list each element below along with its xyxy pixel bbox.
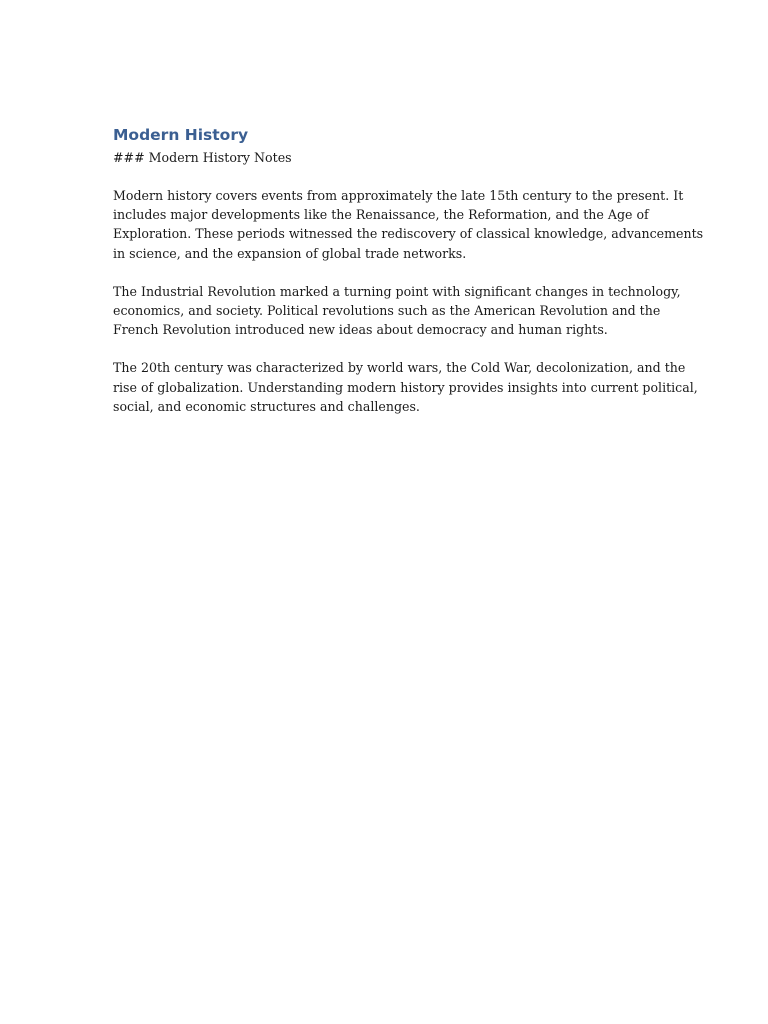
paragraph-line: in science, and the expansion of global trade networks. [113, 245, 467, 261]
notes-subheading: ### Modern History Notes [113, 150, 292, 165]
paragraph-line: The Industrial Revolution marked a turning point with significant changes in technology, [113, 283, 681, 299]
paragraph-1 [113, 186, 704, 263]
paragraph-line: Modern history covers events from approximately the late 15th century to the present. It [113, 188, 684, 203]
paragraph-line: social, and economic structures and challenges. [113, 398, 420, 414]
document-title: Modern History [113, 126, 249, 144]
paragraph-line: The 20th century was characterized by world wars, the Cold War, decolonization, and the [113, 360, 686, 376]
paragraph-2 [113, 282, 681, 340]
paragraph-3 [113, 358, 698, 416]
paragraph-line: rise of globalization. Understanding modern history provides insights into current political, [113, 379, 698, 395]
paragraph-line: Exploration. These periods witnessed the rediscovery of classical knowledge, advancements [113, 226, 704, 242]
paragraph-line: includes major developments like the Renaissance, the Reformation, and the Age of [113, 207, 649, 223]
paragraph-line: economics, and society. Political revolutions such as the American Revolution and the [113, 303, 661, 319]
document-page [113, 124, 704, 435]
paragraph-line: French Revolution introduced new ideas about democracy and human rights. [113, 322, 608, 338]
